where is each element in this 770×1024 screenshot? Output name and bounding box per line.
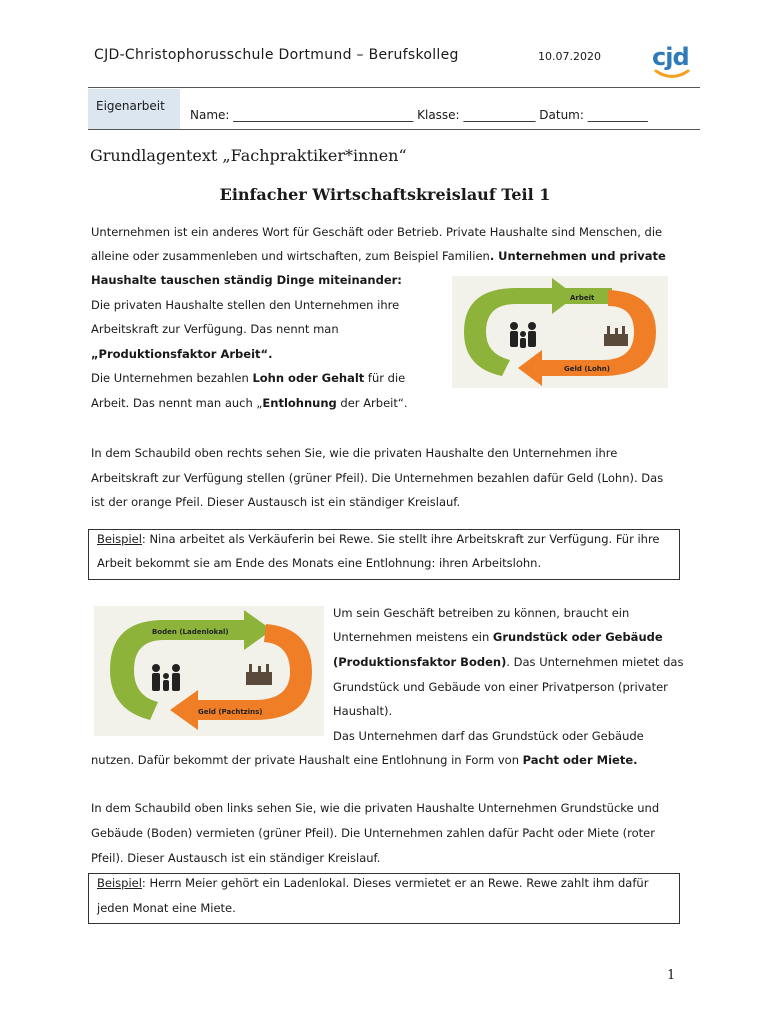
eigenarbeit-badge: Eigenarbeit xyxy=(88,89,180,129)
intro-line-5: Arbeitskraft zur Verfügung. Das nennt man xyxy=(91,322,339,336)
para2-line-1: In dem Schaubild oben rechts sehen Sie, wie die privaten Haushalte den Unternehmen ihre xyxy=(91,446,618,460)
intro-line-6 xyxy=(91,347,272,361)
factory-icon xyxy=(604,326,628,346)
diagram1-top-label: Arbeit xyxy=(570,294,595,302)
para3-line-7 xyxy=(91,753,637,767)
logo-text: cjd xyxy=(652,43,689,71)
document-title: Einfacher Wirtschaftskreislauf Teil 1 xyxy=(219,185,551,204)
datum-field[interactable]: __________ xyxy=(587,108,648,122)
school-name: CJD-Christophorusschule Dortmund – Berufskolleg xyxy=(94,47,459,63)
intro-line-3 xyxy=(91,273,402,287)
para3-bold: (Produktionsfaktor Boden) xyxy=(333,655,507,669)
intro-bold: Lohn oder Gehalt xyxy=(252,371,365,385)
intro-text: der Arbeit“. xyxy=(336,396,408,410)
header-date: 10.07.2020 xyxy=(538,50,601,63)
cjd-logo xyxy=(652,44,692,80)
page-number: 1 xyxy=(667,968,676,983)
para3-line-4: Grundstück und Gebäude von einer Privatperson (privater xyxy=(333,680,668,694)
para3-line-3 xyxy=(333,655,683,669)
para4-line-2: Gebäude (Boden) vermieten (grüner Pfeil). Die Unternehmen zahlen dafür Pacht oder Miete (roter xyxy=(91,826,655,840)
example1-line-2: Arbeit bekommt sie am Ende des Monats eine Entlohnung: ihren Arbeitslohn. xyxy=(97,556,542,570)
diagram2-bottom-label: Geld (Pachtzins) xyxy=(198,708,263,716)
para3-bold: Pacht oder Miete. xyxy=(522,753,638,767)
intro-text: Arbeit. Das nennt man auch „ xyxy=(91,396,263,410)
datum-label: Datum: xyxy=(539,108,584,122)
para3-line-2 xyxy=(333,630,663,644)
para4-line-3: Pfeil). Dieser Austausch ist ein ständiger Kreislauf. xyxy=(91,851,381,865)
name-field[interactable]: ______________________________ xyxy=(233,108,414,122)
example2-label: Beispiel xyxy=(97,876,142,890)
intro-text: für die xyxy=(364,371,406,385)
intro-bold: „Produktionsfaktor Arbeit“. xyxy=(91,347,273,361)
diagram1-bottom-label: Geld (Lohn) xyxy=(564,365,610,373)
diagram-land-cycle xyxy=(94,606,324,736)
example2-text: : Herrn Meier gehört ein Ladenlokal. Dieses vermietet er an Rewe. Rewe zahlt ihm dafür xyxy=(141,876,649,890)
example1-label: Beispiel xyxy=(97,532,142,546)
example2-line-1 xyxy=(97,876,648,890)
example1-text: : Nina arbeitet als Verkäuferin bei Rewe. Sie stellt ihre Arbeitskraft zur Verfügung. Für ihre xyxy=(141,532,660,546)
intro-line-8 xyxy=(91,396,407,410)
para3-text: nutzen. Dafür bekommt der private Haushalt eine Entlohnung in Form von xyxy=(91,753,523,767)
diagram-labour-cycle xyxy=(452,276,668,388)
intro-line-2 xyxy=(91,249,666,263)
para2-line-3: ist der orange Pfeil. Dieser Austausch ist ein ständiger Kreislauf. xyxy=(91,495,461,509)
klasse-field[interactable]: ____________ xyxy=(463,108,536,122)
header-rule-top xyxy=(88,87,700,88)
para3-text: . Das Unternehmen mietet das xyxy=(506,655,684,669)
para3-line-1: Um sein Geschäft betreiben zu können, braucht ein xyxy=(333,606,630,620)
intro-bold: . Unternehmen und private xyxy=(489,249,666,263)
intro-line-7 xyxy=(91,371,405,385)
intro-bold: Haushalte tauschen ständig Dinge miteinander: xyxy=(91,273,402,287)
para4-line-1: In dem Schaubild oben links sehen Sie, wie die privaten Haushalte Unternehmen Grundstücke und xyxy=(91,801,660,815)
example1-line-1 xyxy=(97,532,660,546)
intro-line-4: Die privaten Haushalte stellen den Unternehmen ihre xyxy=(91,298,400,312)
para3-line-6: Das Unternehmen darf das Grundstück oder Gebäude xyxy=(333,729,644,743)
factory-icon xyxy=(246,664,272,685)
para3-line-5: Haushalt). xyxy=(333,704,393,718)
para3-bold: Grundstück oder Gebäude xyxy=(492,630,663,644)
diagram2-top-label: Boden (Ladenlokal) xyxy=(152,628,229,636)
para3-text: Unternehmen meistens ein xyxy=(333,630,493,644)
klasse-label: Klasse: xyxy=(417,108,460,122)
example2-line-2: jeden Monat eine Miete. xyxy=(97,901,236,915)
intro-line-1: Unternehmen ist ein anderes Wort für Geschäft oder Betrieb. Private Haushalte sind Menschen, die xyxy=(91,225,663,239)
intro-text: Die Unternehmen bezahlen xyxy=(91,371,253,385)
name-label: Name: xyxy=(190,108,230,122)
intro-bold: Entlohnung xyxy=(262,396,337,410)
logo-smile-icon xyxy=(652,68,692,80)
para2-line-2: Arbeitskraft zur Verfügung stellen (grüner Pfeil). Die Unternehmen bezahlen dafür Geld (Lohn). Das xyxy=(91,471,664,485)
header-rule-bottom xyxy=(88,129,700,130)
name-row xyxy=(190,108,648,122)
document-subtitle: Grundlagentext „Fachpraktiker*innen“ xyxy=(90,146,407,165)
intro-text: alleine oder zusammenleben und wirtschaften, zum Beispiel Familien xyxy=(91,249,490,263)
